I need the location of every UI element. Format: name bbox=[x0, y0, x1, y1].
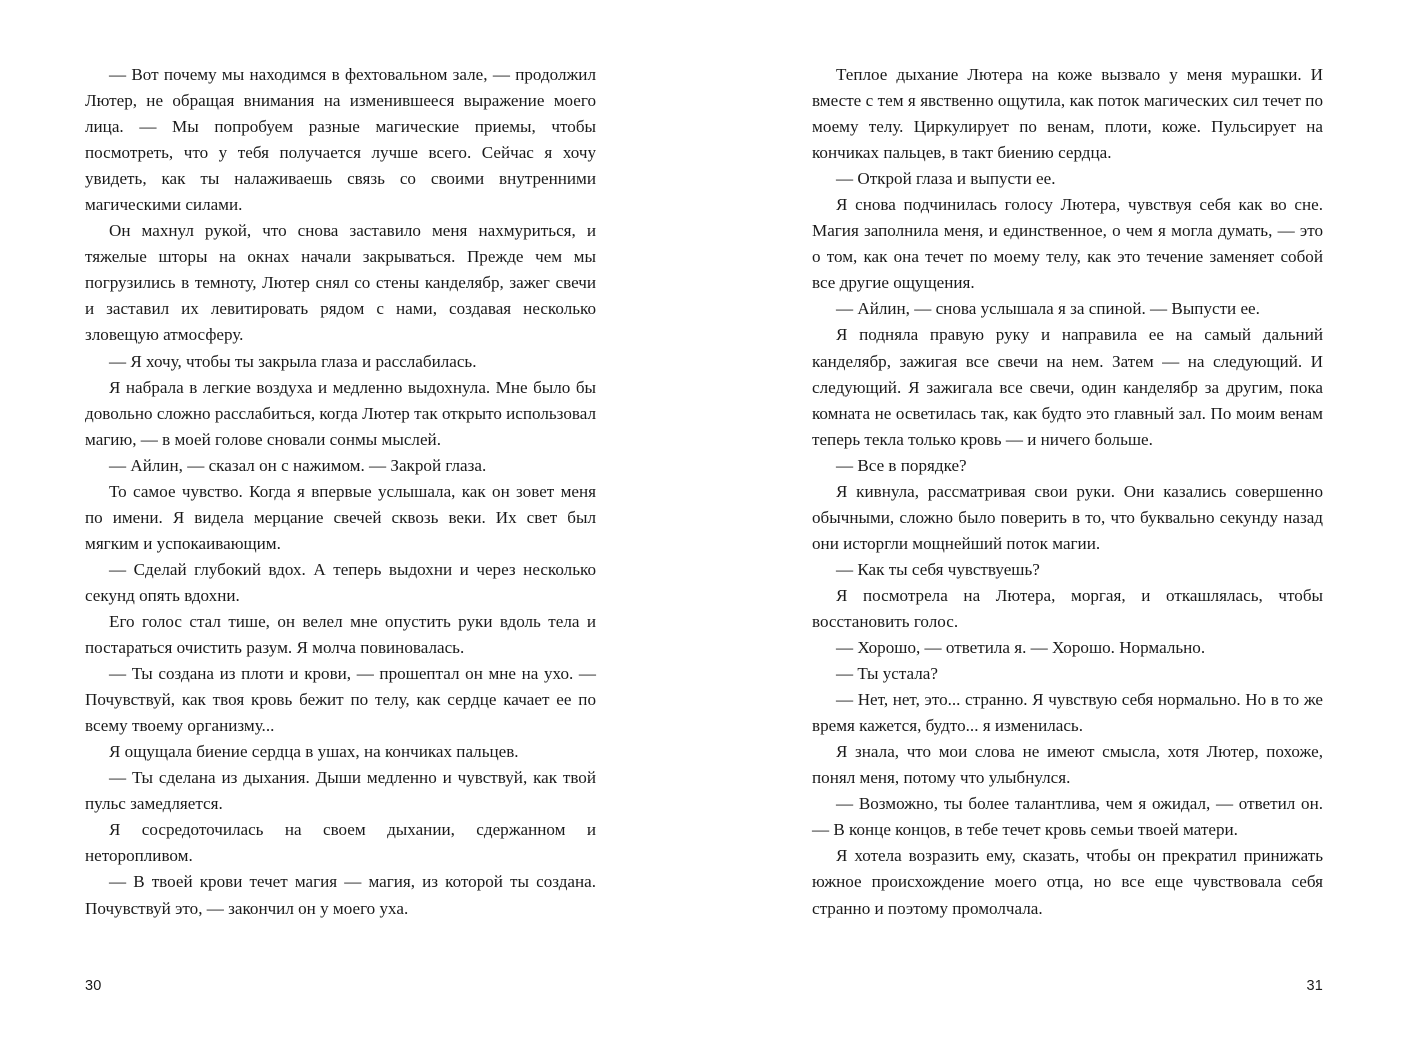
paragraph: Я подняла правую руку и направила ее на самый дальний канделябр, зажигая все свечи на нем. Затем — на следующий. И следующий. Я зажигала все свечи, один канделябр за другим, пока комната не осветилась так, как будто это главный зал. По моим венам теперь текла только кровь — и ничего больше. bbox=[812, 325, 1323, 449]
paragraph: — Ты создана из плоти и крови, — прошептал он мне на ухо. — Почувствуй, как твоя кровь бежит по телу, как сердце качает ее по всему твоему организму... bbox=[85, 664, 596, 736]
paragraph: — Все в порядке? bbox=[836, 455, 967, 475]
paragraph: Я посмотрела на Лютера, моргая, и откашлялась, чтобы восстановить голос. bbox=[812, 585, 1323, 631]
paragraph: — Нет, нет, это... странно. Я чувствую себя нормально. Но в то же время кажется, будто... я изменилась. bbox=[812, 690, 1323, 736]
paragraph: — Ты сделана из дыхания. Дыши медленно и чувствуй, как твой пульс замедляется. bbox=[85, 768, 596, 814]
paragraph: — В твоей крови течет магия — магия, из которой ты создана. Почувствуй это, — закончил он у моего уха. bbox=[85, 872, 596, 918]
paragraph: — Вот почему мы находимся в фехтовальном зале, — продолжил Лютер, не обращая внимания на изменившееся выражение моего лица. — Мы попробуем разные магические приемы, чтобы посмотреть, что у тебя получается лучше всего. Сейчас я хочу увидеть, как ты налаживаешь связь со своими внутренними магическими силами. bbox=[85, 65, 596, 215]
paragraph: То самое чувство. Когда я впервые услышала, как он зовет меня по имени. Я видела мерцание свечей сквозь веки. Их свет был мягким и успокаивающим. bbox=[85, 481, 596, 553]
paragraph: — Сделай глубокий вдох. А теперь выдохни и через несколько секунд опять вдохни. bbox=[85, 559, 596, 605]
page-number-left: 30 bbox=[85, 977, 102, 994]
paragraph: Теплое дыхание Лютера на коже вызвало у меня мурашки. И вместе с тем я явственно ощутила, как поток магических сил течет по моему телу. Циркулирует по венам, плоти, коже. Пульсирует на кончиках пальцев, в такт биению сердца. bbox=[812, 65, 1323, 163]
page-number-right: 31 bbox=[1306, 977, 1323, 994]
paragraph: Я знала, что мои слова не имеют смысла, хотя Лютер, похоже, понял меня, потому что улыбнулся. bbox=[812, 742, 1323, 788]
paragraph: Я набрала в легкие воздуха и медленно выдохнула. Мне было бы довольно сложно расслабиться, когда Лютер так открыто использовал магию, — в моей голове сновали сонмы мыслей. bbox=[85, 377, 596, 449]
paragraph: — Айлин, — сказал он с нажимом. — Закрой глаза. bbox=[109, 455, 487, 475]
paragraph: Он махнул рукой, что снова заставило меня нахмуриться, и тяжелые шторы на окнах начали закрываться. Прежде чем мы погрузились в темноту, Лютер снял со стены канделябр, зажег свечи и заставил их левитировать рядом с нами, создавая несколько зловещую атмосферу. bbox=[85, 221, 596, 345]
paragraph: — Возможно, ты более талантлива, чем я ожидал, — ответил он. — В конце концов, в тебе течет кровь семьи твоей матери. bbox=[812, 794, 1323, 840]
paragraph: Я снова подчинилась голосу Лютера, чувствуя себя как во сне. Магия заполнила меня, и единственное, о чем я могла думать, — это о том, как она течет по моему телу, как это течение заменяет собой все другие ощущения. bbox=[812, 195, 1323, 293]
body-text-right bbox=[812, 62, 1323, 922]
paragraph: — Ты устала? bbox=[836, 664, 938, 684]
paragraph: Я сосредоточилась на своем дыхании, сдержанном и неторопливом. bbox=[85, 820, 596, 866]
body-text-left bbox=[85, 62, 596, 922]
paragraph: Я хотела возразить ему, сказать, чтобы он прекратил принижать южное происхождение моего отца, но все еще чувствовала себя странно и поэтому промолчала. bbox=[812, 846, 1323, 918]
paragraph: — Хорошо, — ответила я. — Хорошо. Нормально. bbox=[836, 638, 1206, 658]
paragraph: — Открой глаза и выпусти ее. bbox=[836, 169, 1056, 189]
paragraph: Его голос стал тише, он велел мне опустить руки вдоль тела и постараться очистить разум. Я молча повиновалась. bbox=[85, 611, 596, 658]
paragraph: Я кивнула, рассматривая свои руки. Они казались совершенно обычными, сложно было поверить в то, что буквально секунду назад они исторгли мощнейший поток магии. bbox=[812, 481, 1323, 553]
paragraph: Я ощущала биение сердца в ушах, на кончиках пальцев. bbox=[109, 742, 519, 762]
page-right bbox=[705, 0, 1410, 1050]
paragraph: — Я хочу, чтобы ты закрыла глаза и расслабилась. bbox=[109, 351, 477, 371]
paragraph: — Айлин, — снова услышала я за спиной. — Выпусти ее. bbox=[836, 299, 1260, 319]
paragraph: — Как ты себя чувствуешь? bbox=[836, 559, 1040, 579]
